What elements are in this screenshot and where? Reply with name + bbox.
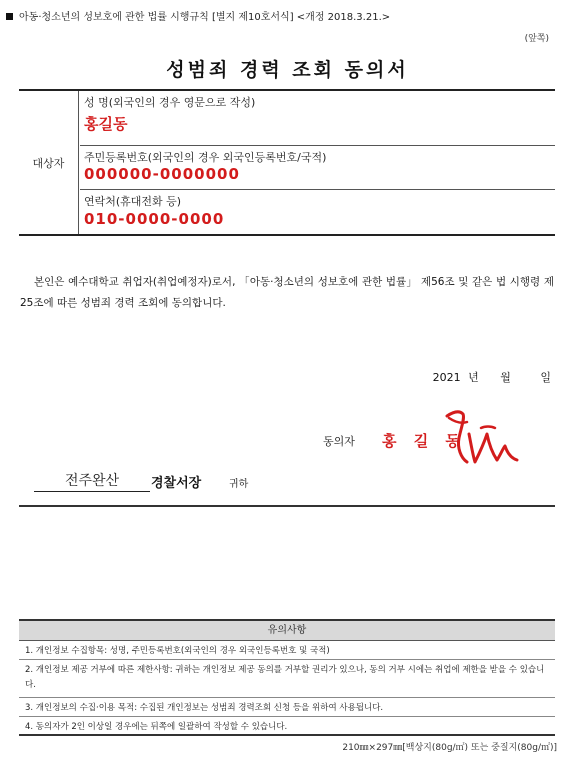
document-title: 성범죄 경력 조회 동의서 bbox=[166, 59, 409, 81]
subject-row-label: 대상자 bbox=[19, 91, 79, 234]
notes-title: 유의사항 bbox=[19, 621, 555, 641]
police-chief-title: 경찰서장 bbox=[151, 476, 202, 491]
paper-size-note: 210㎜×297㎜[백상지(80g/㎡) 또는 중질지(80g/㎡)] bbox=[342, 743, 557, 753]
contact-label: 연락처(휴대전화 등) bbox=[84, 195, 182, 208]
subject-info-table bbox=[19, 89, 555, 236]
date-month-unit: 월 bbox=[500, 371, 511, 384]
id-number-label: 주민등록번호(외국인의 경우 외국인등록번호/국적) bbox=[84, 151, 327, 164]
notes-box bbox=[19, 619, 555, 736]
consent-statement: 본인은 예수대학교 취업자(취업예정자)로서, 「아동·청소년의 성보호에 관한 법률」 제56조 및 같은 법 시행령 제25조에 따른 성범죄 경력 조회에 동의합니다. bbox=[20, 276, 554, 309]
law-reference bbox=[6, 8, 390, 23]
name-label: 성 명(외국인의 경우 영문으로 작성) bbox=[84, 96, 256, 109]
consenter-name[interactable]: 홍 길 동 bbox=[382, 432, 466, 450]
police-station-name[interactable]: 전주완산 bbox=[34, 470, 150, 492]
note-item: 4. 동의자가 2인 이상일 경우에는 뒤쪽에 일괄하여 작성할 수 있습니다. bbox=[25, 722, 288, 732]
name-cell[interactable] bbox=[80, 91, 555, 146]
date-year[interactable]: 2021 bbox=[432, 371, 461, 384]
id-number-value[interactable]: 000000-0000000 bbox=[84, 165, 240, 183]
square-bullet-icon bbox=[6, 13, 13, 20]
date-line bbox=[433, 369, 551, 385]
id-number-cell[interactable] bbox=[80, 146, 555, 190]
note-item: 1. 개인정보 수집항목: 성명, 주민등록번호(외국인의 경우 외국인등록번호 및 국적) bbox=[19, 641, 555, 660]
note-item: 3. 개인정보의 수집·이용 목적: 수집된 개인정보는 성범죄 경력조회 신청 등을 위하여 사용됩니다. bbox=[19, 698, 555, 717]
name-value[interactable]: 홍길동 bbox=[84, 115, 128, 133]
contact-cell[interactable] bbox=[80, 190, 555, 236]
handwritten-signature bbox=[441, 404, 523, 468]
consenter-label: 동의자 bbox=[323, 435, 355, 448]
page-side-note: (앞쪽) bbox=[524, 34, 549, 44]
contact-value[interactable]: 010-0000-0000 bbox=[84, 210, 225, 228]
date-day-unit: 일 bbox=[540, 371, 551, 384]
law-reference-text: 아동·청소년의 성보호에 관한 법률 시행규칙 [별지 제10호서식] <개정 2018.3.21.> bbox=[19, 12, 391, 23]
honorific: 귀하 bbox=[229, 479, 249, 490]
section-divider bbox=[19, 505, 555, 507]
note-item: 2. 개인정보 제공 거부에 따른 제한사항: 귀하는 개인정보 제공 동의를 거부할 권리가 있으나, 동의 거부 시에는 취업에 제한을 받을 수 있습니다. bbox=[19, 660, 555, 698]
date-year-unit: 년 bbox=[468, 371, 479, 384]
